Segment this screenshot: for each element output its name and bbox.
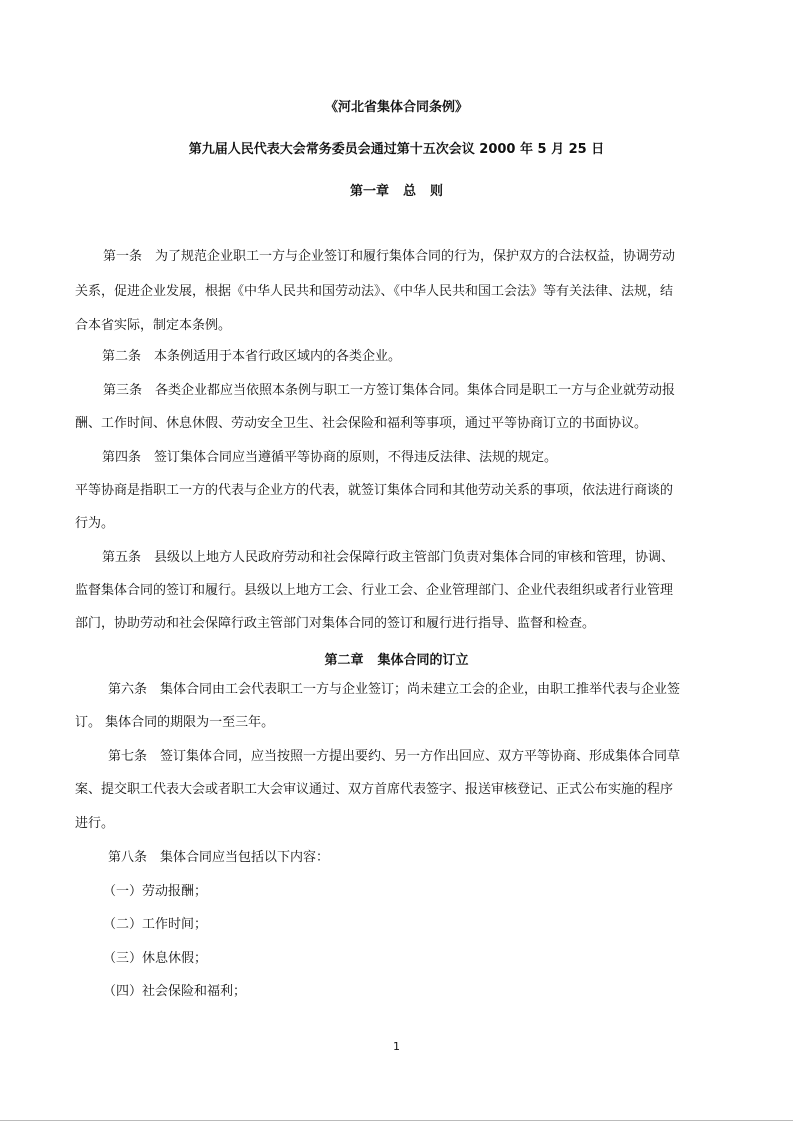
paragraph-line: 酬、工作时间、休息休假、劳动安全卫生、社会保险和福利等事项，通过平等协商订立的书面协议。 [75, 416, 648, 431]
paragraph-line: 监督集体合同的签订和履行。县级以上地方工会、行业工会、企业管理部门、企业代表组织或者行业管理 [75, 583, 674, 598]
paragraph-line: 合本省实际，制定本条例。 [75, 318, 232, 333]
list-item: （四）社会保险和福利； [103, 984, 247, 999]
page-divider [0, 1120, 793, 1121]
document-subtitle: 第九届人民代表大会常务委员会通过第十五次会议 2000 年 5 月 25 日 [188, 142, 605, 157]
paragraph-line: 第七条 签订集体合同，应当按照一方提出要约、另一方作出回应、双方平等协商、形成集体合同草 [108, 749, 681, 764]
paragraph-line: 进行。 [75, 816, 115, 831]
paragraph-line: 平等协商是指职工一方的代表与企业方的代表，就签订集体合同和其他劳动关系的事项，依法进行商谈的 [75, 483, 674, 498]
chapter-title-part: 则 [430, 184, 444, 199]
paragraph-line: 订。 集体合同的期限为一至三年。 [75, 715, 275, 730]
chapter-number: 第一章 [349, 184, 389, 199]
paragraph-line: 第四条 签订集体合同应当遵循平等协商的原则，不得违反法律、法规的规定。 [102, 450, 558, 465]
list-item: （一）劳动报酬； [103, 884, 208, 899]
paragraph-line: 第五条 县级以上地方人民政府劳动和社会保障行政主管部门负责对集体合同的审核和管理，协调、 [102, 550, 675, 565]
paragraph-line: 第八条 集体合同应当包括以下内容： [108, 850, 330, 865]
paragraph-line: 第一条 为了规范企业职工一方与企业签订和履行集体合同的行为，保护双方的合法权益，协调劳动 [103, 249, 676, 264]
page-number: 1 [393, 1040, 400, 1053]
document-title: 《河北省集体合同条例》 [324, 100, 468, 115]
paragraph-line: 案、提交职工代表大会或者职工大会审议通过、双方首席代表签字、报送审核登记、正式公布实施的程序 [75, 782, 674, 797]
chapter-title-part: 集体合同的订立 [377, 653, 469, 668]
chapter-title-part: 总 [402, 184, 416, 199]
paragraph-line: 第六条 集体合同由工会代表职工一方与企业签订；尚未建立工会的企业，由职工推举代表与企业签 [108, 682, 681, 697]
paragraph-line: 行为。 [75, 516, 115, 531]
paragraph-line: 关系，促进企业发展，根据《中华人民共和国劳动法》、《中华人民共和国工会法》等有关法律、法规，结 [75, 284, 674, 299]
list-item: （二）工作时间； [103, 917, 208, 932]
list-item: （三）休息休假； [103, 951, 208, 966]
paragraph-line: 第二条 本条例适用于本省行政区域内的各类企业。 [102, 349, 402, 364]
chapter-heading-2 [0, 649, 793, 668]
chapter-heading-1 [0, 180, 793, 199]
paragraph-line: 第三条 各类企业都应当依照本条例与职工一方签订集体合同。集体合同是职工一方与企业就劳动报 [103, 383, 676, 398]
chapter-number: 第二章 [324, 653, 364, 668]
paragraph-line: 部门，协助劳动和社会保障行政主管部门对集体合同的签订和履行进行指导、监督和检查。 [75, 616, 596, 631]
